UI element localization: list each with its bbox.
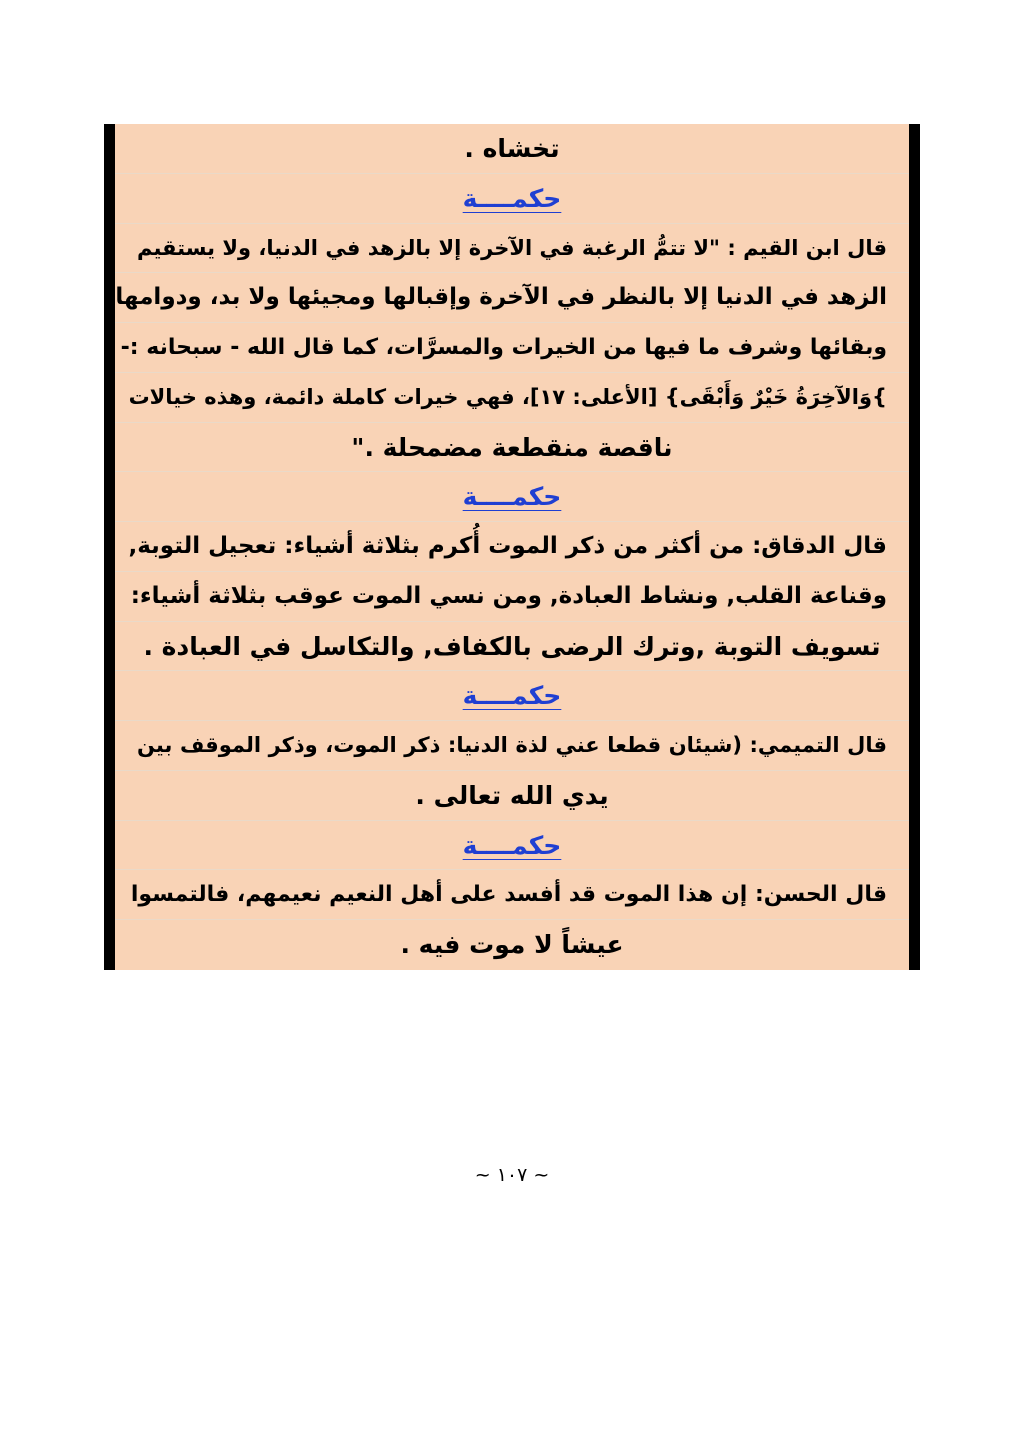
text-line: قال الدقاق: من أكثر من ذكر الموت أُكرم بثلاثة أشياء: تعجيل التوبة, xyxy=(128,533,887,560)
text-row xyxy=(115,522,909,572)
section-heading-hikma: حكمــــة xyxy=(462,183,562,213)
heading-row xyxy=(115,821,909,871)
text-line: وقناعة القلب, ونشاط العبادة, ومن نسي الموت عوقب بثلاثة أشياء: xyxy=(130,582,887,609)
text-row xyxy=(115,373,909,423)
section-heading-hikma: حكمــــة xyxy=(462,482,562,512)
text-row xyxy=(115,622,909,672)
text-row xyxy=(115,870,909,920)
text-line: وبقائها وشرف ما فيها من الخيرات والمسرَّات، كما قال الله - سبحانه :- xyxy=(120,335,887,361)
heading-row xyxy=(115,671,909,721)
text-line: قال ابن القيم : "لا تتمُّ الرغبة في الآخرة إلا بالزهد في الدنيا، ولا يستقيم xyxy=(137,235,887,260)
text-line: يدي الله تعالى . xyxy=(415,780,609,810)
text-line: تخشاه . xyxy=(464,134,560,163)
text-row xyxy=(115,572,909,622)
text-row xyxy=(115,920,909,970)
text-line: الزهد في الدنيا إلا بالنظر في الآخرة وإقبالها ومجيئها ولا بد، ودوامها xyxy=(115,284,887,311)
text-row xyxy=(115,721,909,771)
text-line: قال الحسن: إن هذا الموت قد أفسد على أهل النعيم نعيمهم، فالتمسوا xyxy=(130,882,887,908)
text-row xyxy=(115,124,909,174)
heading-row xyxy=(115,472,909,522)
section-heading-hikma: حكمــــة xyxy=(462,830,562,860)
text-line: تسويف التوبة ,وترك الرضى بالكفاف, والتكاسل في العبادة . xyxy=(143,631,881,661)
text-row xyxy=(115,771,909,821)
page-number: ~ ١٠٧ ~ xyxy=(474,1164,550,1186)
section-heading-hikma: حكمــــة xyxy=(462,681,562,711)
text-panel xyxy=(104,124,920,970)
text-line: عيشاً لا موت فيه . xyxy=(400,930,624,960)
text-row xyxy=(115,323,909,373)
text-line: ناقصة منقطعة مضمحلة ." xyxy=(351,432,673,462)
text-line: }وَالآخِرَةُ خَيْرٌ وَأَبْقَى} [الأعلى: ١٧]، فهي خيرات كاملة دائمة، وهذه خيالات xyxy=(128,384,887,409)
text-row xyxy=(115,224,909,274)
heading-row xyxy=(115,174,909,224)
text-row xyxy=(115,423,909,473)
text-line: قال التميمي: (شيئان قطعا عني لذة الدنيا: ذكر الموت، وذكر الموقف بين xyxy=(137,733,887,758)
text-row xyxy=(115,273,909,323)
